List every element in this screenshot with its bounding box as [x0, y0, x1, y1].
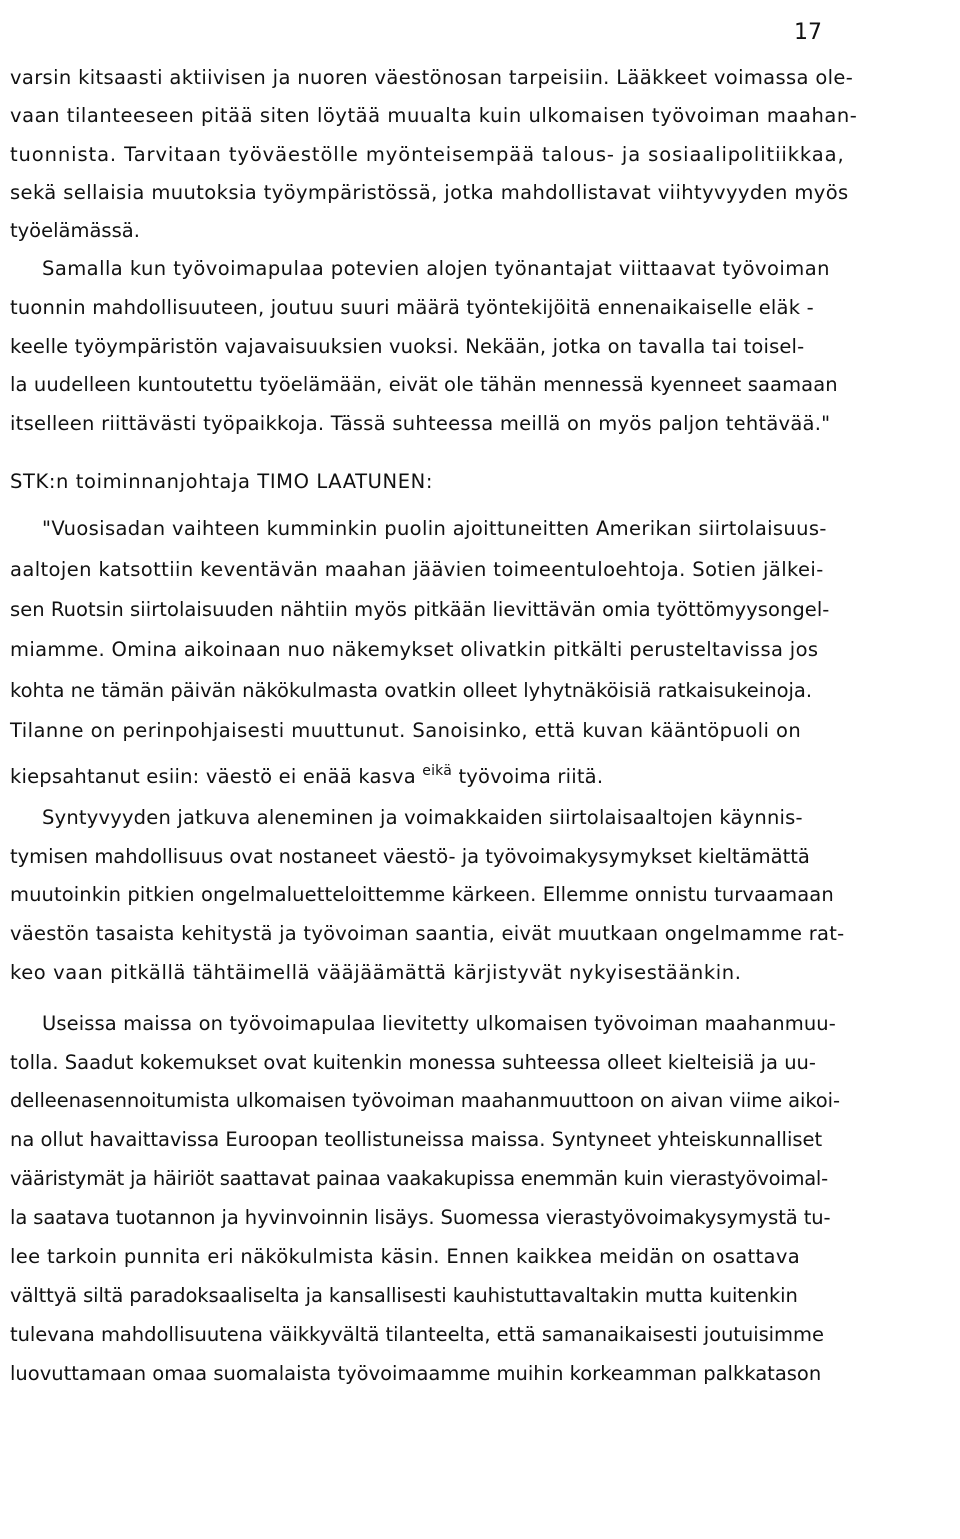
text-line: lee tarkoin punnita eri näkökulmista käsin. Ennen kaikkea meidän on osattava — [10, 1245, 801, 1268]
text-line: Syntyvyyden jatkuva aleneminen ja voimakkaiden siirtolaisaaltojen käynnis- — [42, 806, 803, 829]
text-line: Useissa maissa on työvoimapulaa lievitetty ulkomaisen työvoiman maahanmuu- — [42, 1012, 836, 1035]
text-line: la uudelleen kuntoutettu työelämään, eivät ole tähän mennessä kyenneet saamaan — [10, 373, 838, 396]
text-line: varsin kitsaasti aktiivisen ja nuoren väestönosan tarpeisiin. Lääkkeet voimassa ole- — [10, 66, 854, 89]
text-line: sen Ruotsin siirtolaisuuden nähtiin myös pitkään lievittävän omia työttömyysongel- — [10, 598, 830, 621]
text-line-end: työvoima riitä. — [458, 765, 604, 788]
text-line: Tilanne on perinpohjaisesti muuttunut. Sanoisinko, että kuvan kääntöpuoli on — [10, 719, 802, 742]
page-number: 17 — [794, 20, 822, 45]
text-line: la saatava tuotannon ja hyvinvoinnin lisäys. Suomessa vierastyövoimakysymystä tu- — [10, 1206, 831, 1229]
text-line: vääristymät ja häiriöt saattavat painaa vaakakupissa enemmän kuin vierastyövoimal- — [10, 1167, 828, 1190]
text-line-start: kiepsahtanut esiin: väestö ei enää kasva — [10, 765, 416, 788]
text-line: "Vuosisadan vaihteen kumminkin puolin ajoittuneitten Amerikan siirtolaisuus- — [42, 517, 827, 540]
text-line: keelle työympäristön vajavaisuuksien vuoksi. Nekään, jotka on tavalla tai toisel- — [10, 335, 805, 358]
text-line: aaltojen katsottiin keventävän maahan jäävien toimeentuloehtoja. Sotien jälkei- — [10, 558, 824, 581]
text-line — [10, 759, 603, 789]
text-line: sekä sellaisia muutoksia työympäristössä, jotka mahdollistavat viihtyvyyden myös — [10, 181, 849, 204]
text-line: tuonnin mahdollisuuteen, joutuu suuri määrä työntekijöitä ennenaikaiselle eläk - — [10, 296, 814, 319]
text-line: keo vaan pitkällä tähtäimellä vääjäämättä kärjistyvät nykyisestäänkin. — [10, 961, 742, 984]
text-line: kohta ne tämän päivän näkökulmasta ovatkin olleet lyhytnäköisiä ratkaisukeinoja. — [10, 679, 813, 702]
text-line: na ollut havaittavissa Euroopan teollistuneissa maissa. Syntyneet yhteiskunnalliset — [10, 1128, 823, 1151]
section-heading: STK:n toiminnanjohtaja TIMO LAATUNEN: — [10, 470, 434, 493]
superscript-text: eikä — [422, 763, 453, 779]
text-line: tolla. Saadut kokemukset ovat kuitenkin monessa suhteessa olleet kielteisiä ja uu- — [10, 1051, 816, 1074]
text-line: delleenasennoitumista ulkomaisen työvoiman maahanmuuttoon on aivan viime aikoi- — [10, 1089, 840, 1112]
text-line: välttyä siltä paradoksaaliselta ja kansallisesti kauhistuttavaltakin mutta kuitenkin — [10, 1284, 798, 1307]
text-line: tulevana mahdollisuutena väikkyvältä tilanteelta, että samanaikaisesti joutuisimme — [10, 1323, 824, 1346]
text-line: muutoinkin pitkien ongelmaluetteloittemme kärkeen. Ellemme onnistu turvaamaan — [10, 883, 834, 906]
text-line: luovuttamaan omaa suomalaista työvoimaamme muihin korkeamman palkkatason — [10, 1362, 822, 1385]
text-line: tuonnista. Tarvitaan työväestölle myönteisempää talous- ja sosiaalipolitiikkaa, — [10, 143, 845, 166]
text-line: miamme. Omina aikoinaan nuo näkemykset olivatkin pitkälti perusteltavissa jos — [10, 638, 819, 661]
text-line: vaan tilanteeseen pitää siten löytää muualta kuin ulkomaisen työvoiman maahan- — [10, 104, 858, 127]
text-line: tymisen mahdollisuus ovat nostaneet väestö- ja työvoimakysymykset kieltämättä — [10, 845, 810, 868]
text-line: väestön tasaista kehitystä ja työvoiman saantia, eivät muutkaan ongelmamme rat- — [10, 922, 845, 945]
text-line: työelämässä. — [10, 219, 140, 242]
text-line: itselleen riittävästi työpaikkoja. Tässä suhteessa meillä on myös paljon tehtävää." — [10, 412, 831, 435]
text-line: Samalla kun työvoimapulaa potevien alojen työnantajat viittaavat työvoiman — [42, 257, 830, 280]
